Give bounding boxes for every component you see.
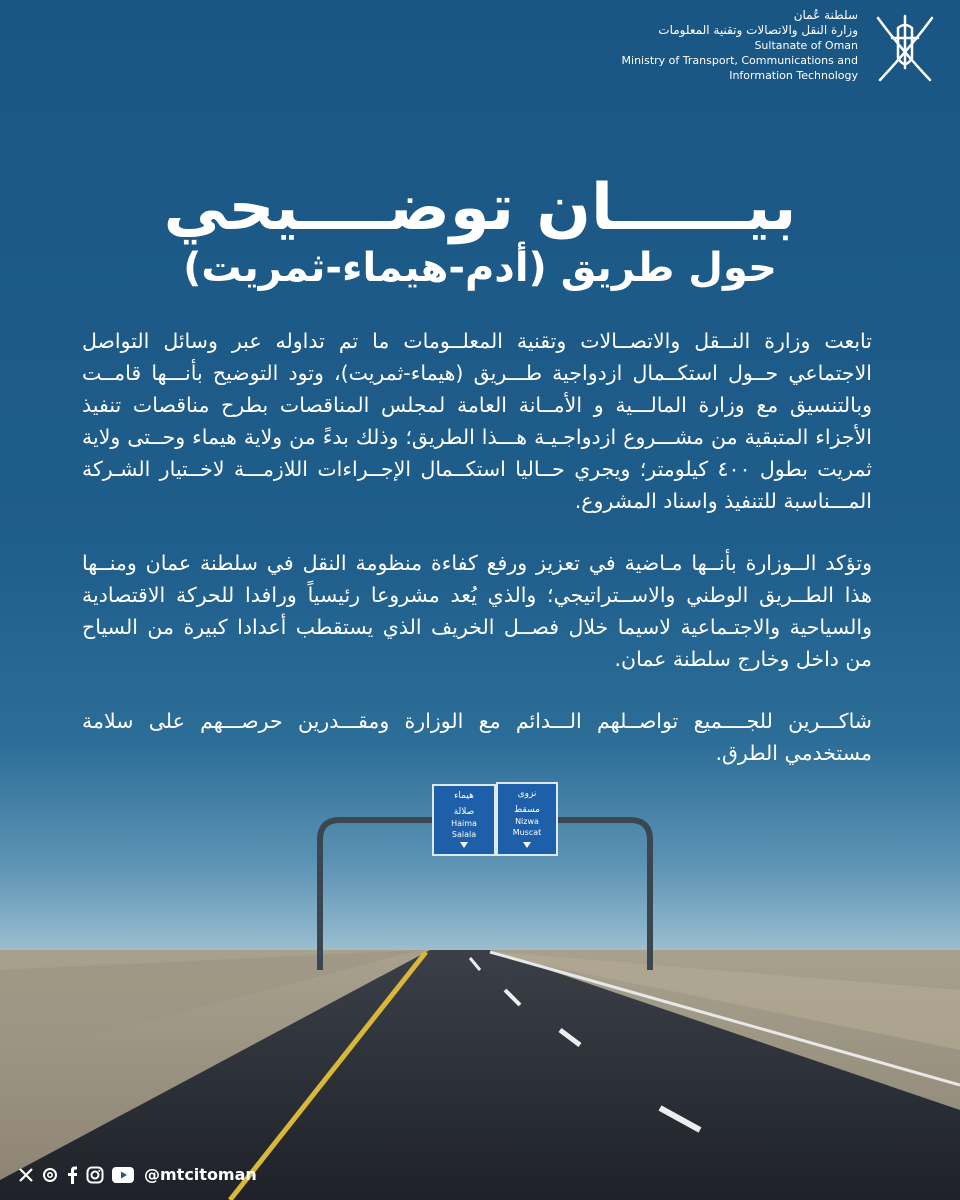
ministry-name [622,8,858,83]
header-en-line3: Information Technology [729,69,858,82]
paragraph-2: وتؤكد الــوزارة بأنــها مـاضية في تعزيز ورفع كفاءة منظومة النقل في سلطنة عمان ومنــها هذا الطــريق الوطني والاســتراتيجي؛ والذي يُعد مشروعا رئيسياً ورافدا للحركة الاقتصادية والسياحية والاجتـماعية لاسيما خلال فصــل الخريف الذي يستقطب أعدادا كبيرة من السياح من داخل وخارج سلطنة عمان. [82,551,872,671]
x-icon[interactable] [18,1167,34,1183]
social-handle[interactable]: @mtcitoman [144,1165,257,1184]
sign-left-en-bottom: Salala [451,830,477,839]
road-sign-gantry [300,780,680,980]
header-en-line2: Ministry of Transport, Communications and [621,54,858,67]
page-title: بيــــــان توضــــيحي [163,171,797,245]
threads-icon[interactable] [42,1167,58,1183]
sign-left-ar-top: هيماء [454,791,474,801]
paragraph-3: شاكـــرين للجــــميع تواصــلهم الـــدائم مع الوزارة ومقـــدرين حرصـــهم على سلامة مستخدمي الطرق. [82,709,872,765]
header-ar-line2: وزارة النقل والاتصالات وتقنية المعلومات [658,23,858,37]
ministry-header [622,8,940,88]
road-photo [0,950,960,1200]
page-subtitle: حول طريق (أدم-هيماء-ثمريت) [183,245,777,291]
sign-right-en-top: Nizwa [515,817,539,826]
instagram-icon[interactable] [86,1166,104,1184]
social-footer [18,1165,257,1184]
sign-right-ar-bottom: مسقط [514,805,540,815]
sign-right-ar-top: نزوى [517,789,537,799]
statement-body [82,325,872,799]
header-ar-line1: سلطنة عُمان [793,8,858,22]
sign-right-en-bottom: Muscat [512,828,542,837]
header-en-line1: Sultanate of Oman [754,39,858,52]
paragraph-1: تابعت وزارة النــقل والاتصــالات وتقنية المعلــومات ما تم تداوله عبر وسائل التواصل الاجتماعي حــول استكــمال ازدواجية طـــريق (هيماء-ثمريت)، وتود التوضيح بأنـــها قامــت وبالتنسيق مع وزارة المالـــية و الأمــانة العامة لمجلس المناقصات بطرح مناقصات تنفيذ الأجزاء المتبقية من مشـــروع ازدواجـيـة هـــذا الطريق؛ وذلك بدءً من ولاية هيماء وحــتى ولاية ثمريت بطول ٤٠٠ كيلومتر؛ ويجري حــاليا استكــمال الإجــراءات اللازمـــة لاخــتيار الشـركة المـــناسبة للتنفيذ واسناد المشروع. [82,329,872,513]
sign-left-ar-bottom: صلالة [453,807,475,817]
sign-left-en-top: Haima [451,819,477,828]
facebook-icon[interactable] [66,1166,78,1184]
youtube-icon[interactable] [112,1167,134,1183]
oman-emblem-icon [870,8,940,88]
